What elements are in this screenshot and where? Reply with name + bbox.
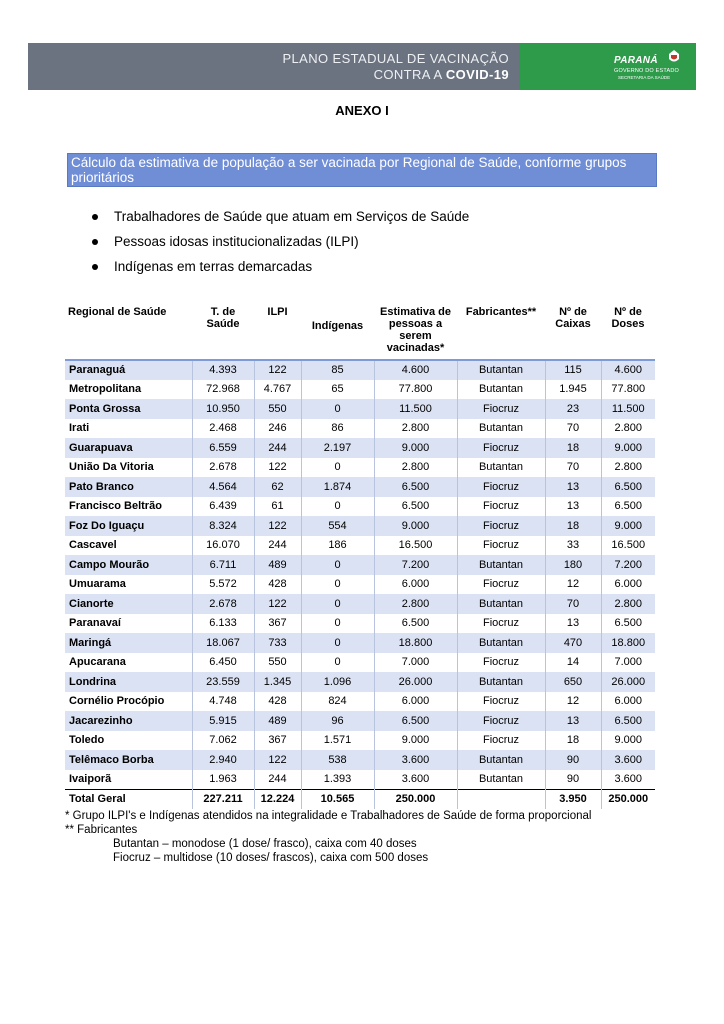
cell-regional: Telêmaco Borba (65, 750, 192, 770)
cell-boxes: 115 (545, 360, 601, 380)
cell-doses: 6.000 (614, 695, 643, 708)
cell-health-workers: 4.564 (192, 477, 254, 497)
cell-health-workers: 5.572 (192, 575, 254, 595)
cell-boxes: 90 (545, 770, 601, 790)
cell-health-workers: 18.067 (192, 633, 254, 653)
table-header-row (65, 304, 655, 360)
cell-boxes: 23 (545, 399, 601, 419)
cell-health-workers: 2.468 (192, 419, 254, 439)
bullet-icon (92, 264, 98, 270)
cell-manufacturer: Fiocruz (457, 477, 545, 497)
bullet-icon (92, 214, 98, 220)
banner-title-line1: PLANO ESTADUAL DE VACINAÇÃO (282, 51, 509, 66)
table-row (65, 477, 655, 497)
cell-indigenous: 554 (301, 516, 374, 536)
table-row (65, 438, 655, 458)
footnote-groups: * Grupo ILPI's e Indígenas atendidos na integralidade e Trabalhadores de Saúde de forma proporcional (65, 810, 592, 822)
cell-regional: Francisco Beltrão (65, 497, 192, 517)
cell-regional: Umuarama (65, 575, 192, 595)
cell-indigenous: 85 (301, 360, 374, 380)
cell-boxes: 13 (545, 497, 601, 517)
header-doses: Nº de Doses (601, 304, 655, 360)
total-cell-regional: Total Geral (65, 789, 192, 809)
header-manufacturers: Fabricantes** (457, 304, 545, 360)
cell-indigenous: 0 (301, 497, 374, 517)
cell-estimate: 9.000 (374, 731, 457, 751)
total-cell-boxes: 3.950 (545, 789, 601, 809)
cell-boxes: 70 (545, 419, 601, 439)
cell-indigenous: 96 (301, 711, 374, 731)
cell-boxes: 650 (545, 672, 601, 692)
table-row (65, 653, 655, 673)
cell-ilpi: 550 (254, 399, 301, 419)
logo-subtitle: GOVERNO DO ESTADO (614, 68, 680, 74)
cell-estimate: 2.800 (374, 594, 457, 614)
cell-estimate: 6.000 (374, 575, 457, 595)
cell-estimate: 18.800 (374, 633, 457, 653)
cell-indigenous: 186 (301, 536, 374, 556)
cell-health-workers: 1.963 (192, 770, 254, 790)
cell-manufacturer: Butantan (457, 750, 545, 770)
total-cell-health-workers: 227.211 (192, 789, 254, 809)
cell-indigenous: 1.874 (301, 477, 374, 497)
cell-manufacturer: Butantan (457, 672, 545, 692)
list-item (90, 204, 469, 229)
logo-wordmark: PARANÁ (614, 55, 658, 66)
cell-doses: 18.800 (601, 633, 655, 653)
cell-indigenous: 0 (301, 633, 374, 653)
list-item-text: Pessoas idosas institucionalizadas (ILPI) (114, 234, 359, 249)
table-row (65, 575, 655, 595)
cell-health-workers: 2.940 (192, 750, 254, 770)
cell-estimate: 9.000 (374, 438, 457, 458)
cell-manufacturer: Butantan (457, 360, 545, 380)
cell-manufacturer: Fiocruz (457, 536, 545, 556)
table-row (65, 770, 655, 790)
cell-ilpi: 4.767 (254, 380, 301, 400)
table-row (65, 633, 655, 653)
cell-indigenous: 824 (301, 692, 374, 712)
cell-ilpi: 62 (254, 477, 301, 497)
footnotes (65, 809, 591, 865)
cell-indigenous: 0 (301, 399, 374, 419)
cell-indigenous: 538 (301, 750, 374, 770)
cell-boxes: 12 (545, 692, 601, 712)
cell-health-workers: 72.968 (192, 380, 254, 400)
cell-regional: Cianorte (65, 594, 192, 614)
priority-groups-list (90, 204, 469, 279)
cell-doses: 9.000 (601, 438, 655, 458)
cell-ilpi: 122 (254, 516, 301, 536)
cell-health-workers: 23.559 (192, 672, 254, 692)
cell-ilpi: 367 (254, 731, 301, 751)
table-row (65, 536, 655, 556)
table-row (65, 380, 655, 400)
cell-manufacturer: Fiocruz (457, 497, 545, 517)
cell-manufacturer: Butantan (457, 458, 545, 478)
cell-indigenous: 86 (301, 419, 374, 439)
cell-regional: União Da Vitoria (65, 458, 192, 478)
table-row (65, 692, 655, 712)
cell-manufacturer: Fiocruz (457, 711, 545, 731)
header-banner (28, 43, 696, 90)
cell-manufacturer: Fiocruz (457, 731, 545, 751)
parana-logo (614, 49, 692, 85)
list-item-text: Indígenas em terras demarcadas (114, 259, 313, 274)
cell-health-workers: 10.950 (192, 399, 254, 419)
cell-doses: 9.000 (614, 734, 643, 747)
cell-regional: Cascavel (65, 536, 192, 556)
cell-indigenous: 65 (301, 380, 374, 400)
header-regional: Regional de Saúde (65, 304, 192, 360)
cell-manufacturer: Fiocruz (457, 438, 545, 458)
banner-title-line2 (374, 67, 509, 82)
table-row (65, 399, 655, 419)
cell-ilpi: 428 (254, 692, 301, 712)
table-row (65, 750, 655, 770)
cell-doses: 3.600 (614, 773, 643, 785)
cell-regional: Metropolitana (65, 380, 192, 400)
cell-estimate: 6.000 (374, 692, 457, 712)
cell-boxes: 180 (545, 555, 601, 575)
cell-boxes: 13 (545, 614, 601, 634)
cell-boxes: 90 (545, 750, 601, 770)
cell-estimate: 77.800 (374, 380, 457, 400)
cell-indigenous: 0 (301, 594, 374, 614)
table-row (65, 614, 655, 634)
cell-indigenous: 1.393 (301, 770, 374, 790)
cell-boxes: 1.945 (545, 380, 601, 400)
table-row (65, 594, 655, 614)
cell-doses: 11.500 (601, 399, 655, 419)
cell-regional: Pato Branco (65, 477, 192, 497)
table-row (65, 672, 655, 692)
cell-regional: Guarapuava (65, 438, 192, 458)
header-indigenous (301, 304, 374, 360)
cell-regional: Apucarana (65, 653, 192, 673)
cell-estimate: 6.500 (374, 614, 457, 634)
cell-ilpi: 122 (254, 458, 301, 478)
cell-doses: 6.500 (601, 477, 655, 497)
cell-estimate: 6.500 (374, 477, 457, 497)
table-row (65, 458, 655, 478)
cell-ilpi: 733 (254, 633, 301, 653)
cell-ilpi: 489 (254, 555, 301, 575)
page-title: ANEXO I (335, 103, 389, 118)
cell-indigenous: 2.197 (301, 438, 374, 458)
cell-estimate: 11.500 (374, 399, 457, 419)
cell-manufacturer: Butantan (457, 380, 545, 400)
cell-doses: 6.500 (614, 500, 643, 513)
cell-estimate: 6.500 (374, 711, 457, 731)
header-boxes: Nº de Caixas (545, 304, 601, 360)
header-indigenous-label: Indígenas (311, 320, 364, 332)
cell-manufacturer: Butantan (457, 594, 545, 614)
section-heading-box (67, 153, 657, 187)
cell-doses: 6.500 (601, 711, 655, 731)
cell-boxes: 18 (545, 516, 601, 536)
cell-manufacturer: Fiocruz (457, 399, 545, 419)
header-estimate: Estimativa de pessoas a serem vacinadas* (374, 304, 457, 360)
cell-boxes: 470 (545, 633, 601, 653)
table-row (65, 497, 655, 517)
cell-ilpi: 122 (254, 750, 301, 770)
cell-doses: 4.600 (601, 360, 655, 380)
cell-estimate: 4.600 (374, 360, 457, 380)
cell-indigenous: 0 (301, 653, 374, 673)
list-item-text: Trabalhadores de Saúde que atuam em Serviços de Saúde (114, 209, 470, 224)
table-row (65, 555, 655, 575)
total-cell-ilpi: 12.224 (254, 789, 301, 809)
cell-ilpi: 1.345 (254, 672, 301, 692)
total-cell-estimate: 250.000 (374, 789, 457, 809)
cell-estimate: 3.600 (374, 770, 457, 790)
cell-regional: Maringá (65, 633, 192, 653)
cell-manufacturer: Fiocruz (457, 575, 545, 595)
cell-regional: Toledo (65, 731, 192, 751)
cell-manufacturer: Fiocruz (457, 653, 545, 673)
cell-health-workers: 6.711 (192, 555, 254, 575)
table-row (65, 419, 655, 439)
cell-manufacturer: Butantan (457, 633, 545, 653)
cell-doses: 2.800 (614, 461, 643, 474)
cell-regional: Ivaiporã (65, 770, 192, 790)
cell-regional: Campo Mourão (65, 555, 192, 575)
cell-doses: 9.000 (601, 516, 655, 536)
cell-ilpi: 244 (254, 536, 301, 556)
cell-indigenous: 0 (301, 575, 374, 595)
cell-estimate: 7.200 (374, 555, 457, 575)
cell-health-workers: 2.678 (192, 594, 254, 614)
cell-boxes: 14 (545, 653, 601, 673)
cell-doses: 2.800 (601, 594, 655, 614)
cell-regional: Paranavaí (65, 614, 192, 634)
cell-estimate: 2.800 (374, 458, 457, 478)
table-row (65, 731, 655, 751)
footnote-fiocruz: Fiocruz – multidose (10 doses/ frascos), caixa com 500 doses (113, 852, 429, 864)
bullet-icon (92, 239, 98, 245)
table-row (65, 360, 655, 380)
cell-indigenous: 0 (301, 458, 374, 478)
cell-manufacturer: Butantan (457, 419, 545, 439)
cell-indigenous: 0 (301, 614, 374, 634)
footnote-manufacturers: ** Fabricantes (65, 824, 138, 836)
cell-ilpi: 122 (254, 594, 301, 614)
cell-estimate: 16.500 (374, 536, 457, 556)
cell-doses: 7.000 (614, 656, 643, 669)
cell-health-workers: 5.915 (192, 711, 254, 731)
vaccination-table (65, 304, 655, 809)
cell-health-workers: 2.678 (192, 458, 254, 478)
section-heading: Cálculo da estimativa de população a ser vacinada por Regional de Saúde, conforme grupos prioritários (71, 155, 627, 185)
cell-health-workers: 7.062 (192, 731, 254, 751)
cell-boxes: 18 (545, 438, 601, 458)
banner-title-prefix: CONTRA A (373, 67, 442, 82)
cell-manufacturer: Fiocruz (457, 516, 545, 536)
cell-boxes: 18 (545, 731, 601, 751)
cell-regional: Irati (65, 419, 192, 439)
cell-estimate: 3.600 (374, 750, 457, 770)
total-cell-indigenous: 10.565 (301, 789, 374, 809)
cell-ilpi: 244 (254, 770, 301, 790)
cell-doses: 26.000 (601, 672, 655, 692)
cell-boxes: 70 (545, 594, 601, 614)
cell-doses: 7.200 (601, 555, 655, 575)
cell-regional: Cornélio Procópio (65, 692, 192, 712)
cell-regional: Jacarezinho (65, 711, 192, 731)
cell-estimate: 9.000 (374, 516, 457, 536)
banner-title-bold: COVID-19 (445, 67, 509, 82)
header-health-workers: T. de Saúde (192, 304, 254, 360)
cell-health-workers: 8.324 (192, 516, 254, 536)
total-cell-manufacturer (457, 789, 545, 809)
cell-health-workers: 6.450 (192, 653, 254, 673)
total-cell-doses: 250.000 (601, 789, 655, 809)
cell-boxes: 13 (545, 477, 601, 497)
cell-estimate: 26.000 (374, 672, 457, 692)
crest-icon (666, 49, 682, 65)
cell-ilpi: 489 (254, 711, 301, 731)
cell-estimate: 6.500 (374, 497, 457, 517)
cell-ilpi: 550 (254, 653, 301, 673)
cell-boxes: 12 (545, 575, 601, 595)
cell-regional: Paranaguá (65, 360, 192, 380)
cell-indigenous: 1.096 (301, 672, 374, 692)
cell-ilpi: 61 (254, 497, 301, 517)
list-item (90, 229, 469, 254)
cell-ilpi: 367 (254, 614, 301, 634)
cell-doses: 77.800 (611, 383, 646, 396)
header-ilpi: ILPI (254, 304, 301, 360)
cell-health-workers: 4.748 (192, 692, 254, 712)
cell-ilpi: 428 (254, 575, 301, 595)
table-body (65, 360, 655, 809)
table-total-row (65, 789, 655, 809)
cell-health-workers: 6.133 (192, 614, 254, 634)
cell-manufacturer: Butantan (457, 555, 545, 575)
cell-doses: 3.600 (601, 750, 655, 770)
cell-boxes: 13 (545, 711, 601, 731)
cell-regional: Ponta Grossa (65, 399, 192, 419)
cell-doses: 16.500 (611, 539, 646, 552)
banner-title-panel (28, 43, 519, 90)
cell-boxes: 70 (545, 458, 601, 478)
table-row (65, 516, 655, 536)
cell-health-workers: 4.393 (192, 360, 254, 380)
cell-health-workers: 16.070 (192, 536, 254, 556)
cell-doses: 2.800 (614, 422, 643, 435)
cell-indigenous: 0 (301, 555, 374, 575)
logo-department: SECRETARIA DA SAÚDE (618, 75, 671, 80)
cell-ilpi: 122 (254, 360, 301, 380)
cell-regional: Londrina (65, 672, 192, 692)
table-row (65, 711, 655, 731)
list-item (90, 254, 469, 279)
cell-manufacturer: Fiocruz (457, 692, 545, 712)
cell-health-workers: 6.559 (192, 438, 254, 458)
cell-ilpi: 244 (254, 438, 301, 458)
cell-ilpi: 246 (254, 419, 301, 439)
cell-manufacturer: Fiocruz (457, 614, 545, 634)
cell-regional: Foz Do Iguaçu (65, 516, 192, 536)
cell-health-workers: 6.439 (192, 497, 254, 517)
cell-estimate: 7.000 (374, 653, 457, 673)
cell-doses: 6.500 (614, 617, 643, 630)
cell-doses: 6.000 (614, 578, 643, 591)
cell-boxes: 33 (545, 536, 601, 556)
cell-manufacturer: Butantan (457, 770, 545, 790)
cell-indigenous: 1.571 (301, 731, 374, 751)
banner-logo-panel (519, 43, 696, 90)
vaccination-table-wrapper (65, 304, 655, 809)
footnote-butantan: Butantan – monodose (1 dose/ frasco), caixa com 40 doses (113, 838, 417, 850)
cell-estimate: 2.800 (374, 419, 457, 439)
